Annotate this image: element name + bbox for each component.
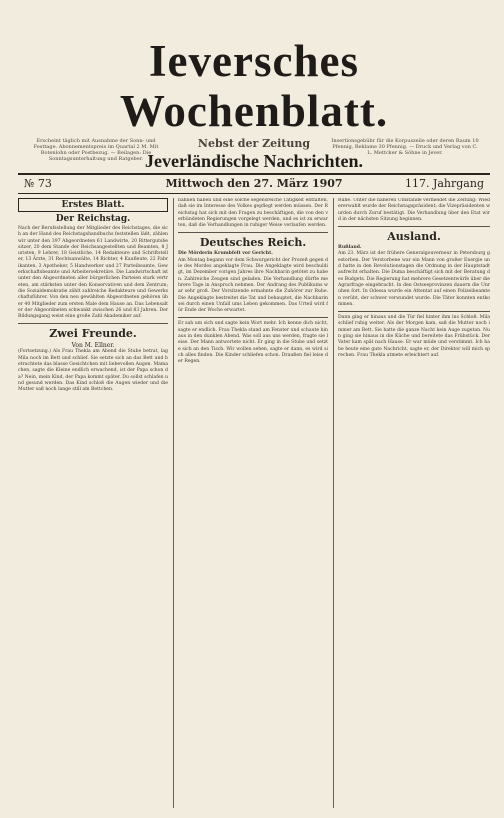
serial-body: (Fortsetzung.) Als Frau Thekla am Abend die Stube betrat, lag Mila noch im Bett und schlief. Sie setzte sich an das Bett und betrachtete das blasse Gesichtchen mit liebevollen Augen. Mamachen, sagte die Kleine endlich erwachend, ist der Papa schon da? Nein, mein Kind, der Papa kommt später. Du sollst schlafen und gesund werden. Das Kind schloß die Augen wieder und die Mutter saß noch lange still am Bettchen.: [18, 349, 168, 393]
section-headline: Deutsches Reich.: [199, 236, 307, 250]
columns: [18, 198, 490, 818]
divider: [338, 226, 490, 227]
masthead-subrow: [18, 136, 490, 166]
masthead-subhead: Jeverländische Nachrichten.: [145, 151, 363, 171]
serial-title: Zwei Freunde.: [49, 327, 137, 341]
issue-date: Mittwoch den 27. März 1907: [165, 177, 343, 190]
serial-body-continued: Er sah um sich und sagte kein Wort mehr. Ich kenne dich nicht, sagte er endlich. Frau Thekla stand am Fenster und schaute hinaus in den dunklen Abend. Was soll aus uns werden, fragte sie leise. Der Mann antwortete nicht. Er ging in die Stube und setzte sich an den Tisch. Wir wollen sehen, sagte er dann, es wird sich alles finden. Die Kinder schliefen schon. Draußen fiel leise der Regen.: [178, 321, 328, 365]
masthead-title: Ieversches Wochenblatt.: [119, 36, 389, 136]
article-body: Nach der Berufsstellung der Mitglieder des Reichstages, die sich an der Hand des Reichstagshandbuchs feststellen läßt, zählen wir unter den 397 Abgeordneten 61 Landwirte, 20 Rittergutsbesitzer, 20 dem Stande der Reichsangestellten und Beamten, 8 Juristen, 9 Lehrer, 18 Geistliche, 14 Redakteure und Schriftsteller, 13 Ärzte, 31 Rechtsanwälte, 14 Richter, 4 Kaufleute, 22 Fabrikanten, 3 Apotheker, 5 Handwerker und 27 Parteibeamte, Gewerkschaftsbeamte und Arbeitersekretäre. Die Landwirtschaft ist unter den Abgeordneten aller bürgerlichen Parteien stark vertreten, am stärksten unter den Konservativen und dem Zentrum; die Sozialdemokratie zählt zahlreiche Redakteure und Gewerkschaftsführer. Von den neu gewählten Abgeordneten gehören über 40 Mitglieder zum ersten Male dem Hause an. Das Lebensalter der Abgeordneten schwankt zwischen 26 und 83 Jahren. Der Bildungsgang weist eine große Zahl Akademiker auf.: [18, 226, 168, 320]
article-body-continued: bahnen haben und eine solche segensreiche Tätigkeit entfalten, daß sie im Interesse des Volkes gepflegt werden müssen. Der Reichstag hat sich mit den Fragen zu beschäftigen, die von den verbündeten Regierungen vorgelegt werden, und es ist zu erwarten, daß die Verhandlungen in ruhiger Weise verlaufen werden.: [178, 198, 328, 229]
volume-year: 117. Jahrgang: [404, 177, 484, 190]
issue-number: № 73: [24, 177, 52, 190]
article-lead: Rußland.: [338, 245, 362, 251]
masthead-subscription-info: Erscheint täglich mit Ausnahme der Sonn- und Festtage. Abonnementspreis im Quartal 2 M. Mit Botenlohn oder Postbezug. — Beilagen: Die Sonntagsunterhaltung und Ratgeber.: [33, 138, 159, 162]
serial-body-continued: Dann ging er hinaus und die Tür fiel hinter ihm ins Schloß. Mila schlief ruhig weiter. Als der Morgen kam, saß die Mutter noch immer am Bett. Sie hatte die ganze Nacht kein Auge zugetan. Nun ging sie hinaus in die Küche und bereitete das Frühstück. Der Vater kam spät nach Hause. Er war müde und verstimmt. Ich habe heute eine gute Nachricht, sagte er, der Direktor will mich sprechen. Frau Thekla atmete erleichtert auf.: [338, 315, 490, 358]
article-lead: Die Mörderin Krumbfelt vor Gericht.: [178, 251, 273, 257]
article-body: Am 23. März ist der frühere Generalgouverneur in Petersburg gestorben. Der Verstorbene war ein Mann von großer Energie und hatte in den Revolutionstagen die Ordnung in der Hauptstadt aufrecht erhalten. Die Duma beschäftigt sich mit der Beratung des Budgets. Die Regierung hat mehrere Gesetzentwürfe über die Agrarfrage eingebracht. In den Ostseeprovinzen dauern die Unruhen fort. In Odessa wurde ein Attentat auf einen Polizeibeamten verübt, der schwer verwundet wurde. Die Täter konnten entkommen.: [338, 251, 490, 307]
divider: [178, 232, 328, 233]
article-body: Am Montag begann vor dem Schwurgericht der Prozeß gegen die des Mordes angeklagte Frau. Die Angeklagte wird beschuldigt, im Dezember vorigen Jahres ihre Nachbarin getötet zu haben. Zahlreiche Zeugen sind geladen. Die Verhandlung dürfte mehrere Tage in Anspruch nehmen. Der Andrang des Publikums war sehr groß. Der Vorsitzende ermahnte die Zuhörer zur Ruhe. Die Angeklagte bestreitet die Tat und behauptet, die Nachbarin sei durch einen Unfall ums Leben gekommen. Das Urteil wird für Ende der Woche erwartet.: [178, 257, 328, 314]
article-body-continued: Ruhe. Unter die näheren Umstände vermeldet die Zeitung: Wiedererwahlt wurde der Reichstagspräsident; die Vizepräsidenten wurden durch Zuruf bestätigt. Die Verhandlung über den Etat wird in der nächsten Sitzung beginnen.: [338, 198, 490, 222]
serial-byline: Von M. Ellner.: [71, 342, 115, 350]
section-title: Erstes Blatt.: [18, 198, 168, 212]
dateline: [18, 173, 490, 194]
article-headline: Der Reichstag.: [55, 214, 131, 224]
section-headline: Ausland.: [387, 230, 441, 244]
masthead-subtitle: Nebst der Zeitung: [197, 137, 311, 150]
divider: [338, 311, 490, 312]
masthead-advertising-info: Insertionsgebühr für die Korpuszeile oder deren Raum 10 Pfennig, Reklame 30 Pfennig. — Druck und Verlag von C. L. Mettcker & Söhne in Jever.: [331, 138, 479, 156]
divider: [178, 317, 328, 318]
divider: [18, 323, 168, 324]
